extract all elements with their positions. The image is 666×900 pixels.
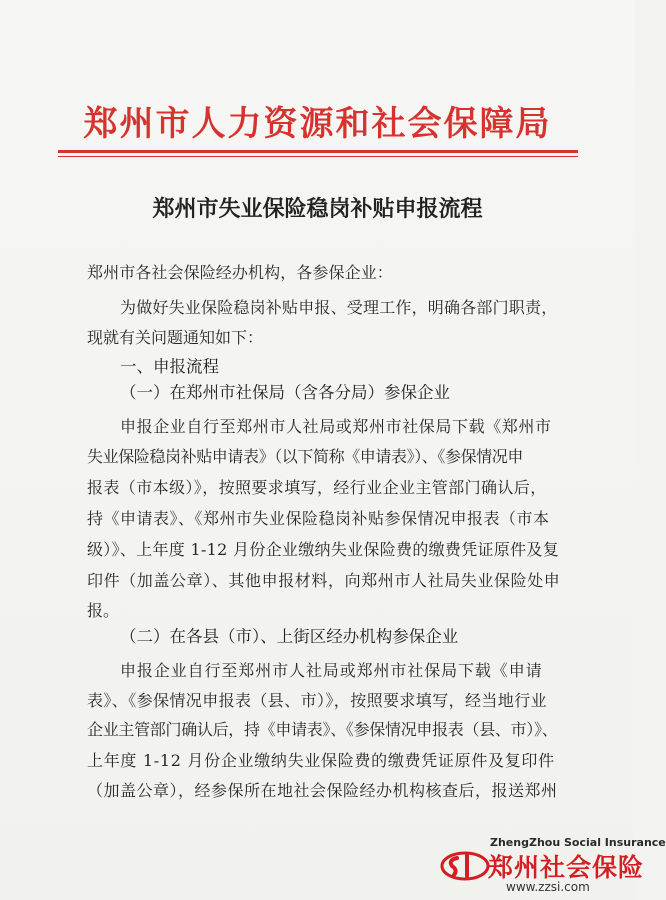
watermark-chinese-name: 郑州社会保险	[488, 853, 645, 882]
watermark-url: www.zzsi.com	[506, 880, 590, 894]
letterhead-red-rule-thin	[58, 156, 578, 157]
body-line: 为做好失业保险稳岗补贴申报、受理工作，明确各部门职责，	[120, 298, 558, 317]
letterhead-agency-name: 郑州市人力资源和社会保障局	[83, 104, 552, 144]
body-line: 申报企业自行至郑州市人社局或郑州市社保局下载《郑州市	[120, 417, 552, 436]
body-line: 申报企业自行至郑州市人社局或郑州市社保局下载《申请	[120, 661, 543, 680]
section-heading-1: 一、申报流程	[120, 357, 219, 376]
watermark-english-name: ZhengZhou Social Insurance	[490, 836, 666, 849]
body-line: 报表（市本级）》，按照要求填写，经行业企业主管部门确认后，	[87, 478, 547, 497]
letterhead-red-rule	[58, 150, 578, 153]
body-line: 表》、《参保情况申报表（县、市）》，按照要求填写，经当地行业	[87, 691, 548, 710]
body-line: 上年度 1-12 月份企业缴纳失业保险费的缴费凭证原件及复印件	[87, 751, 555, 770]
watermark-logo	[440, 836, 666, 900]
body-line: 印件（加盖公章）、其他申报材料，向郑州市人社局失业保险处申	[87, 571, 561, 590]
body-line: 级）》、上年度 1-12 月份企业缴纳失业保险费的缴费凭证原件及复	[87, 540, 560, 559]
salutation-line: 郑州市各社会保险经办机构，各参保企业：	[87, 263, 393, 282]
subsection-heading-1: （一）在郑州市社保局（含各分局）参保企业	[120, 383, 450, 402]
si-logo-icon	[440, 844, 490, 884]
body-line: （加盖公章），经参保所在地社会保险经办机构核查后，报送郑州	[87, 781, 558, 800]
subsection-heading-2: （二）在各县（市）、上街区经办机构参保企业	[120, 627, 459, 646]
document-title: 郑州市失业保险稳岗补贴申报流程	[152, 196, 483, 222]
body-line: 持《申请表》、《郑州市失业保险稳岗补贴参保情况申报表（市本	[87, 509, 550, 528]
body-line: 现就有关问题通知如下：	[87, 328, 264, 347]
body-line: 失业保险稳岗补贴申请表》（以下简称《申请表》）、《参保情况申	[87, 447, 524, 466]
body-line: 报。	[87, 601, 120, 620]
body-line: 企业主管部门确认后，持《申请表》、《参保情况申报表（县、市）》、	[87, 720, 558, 739]
